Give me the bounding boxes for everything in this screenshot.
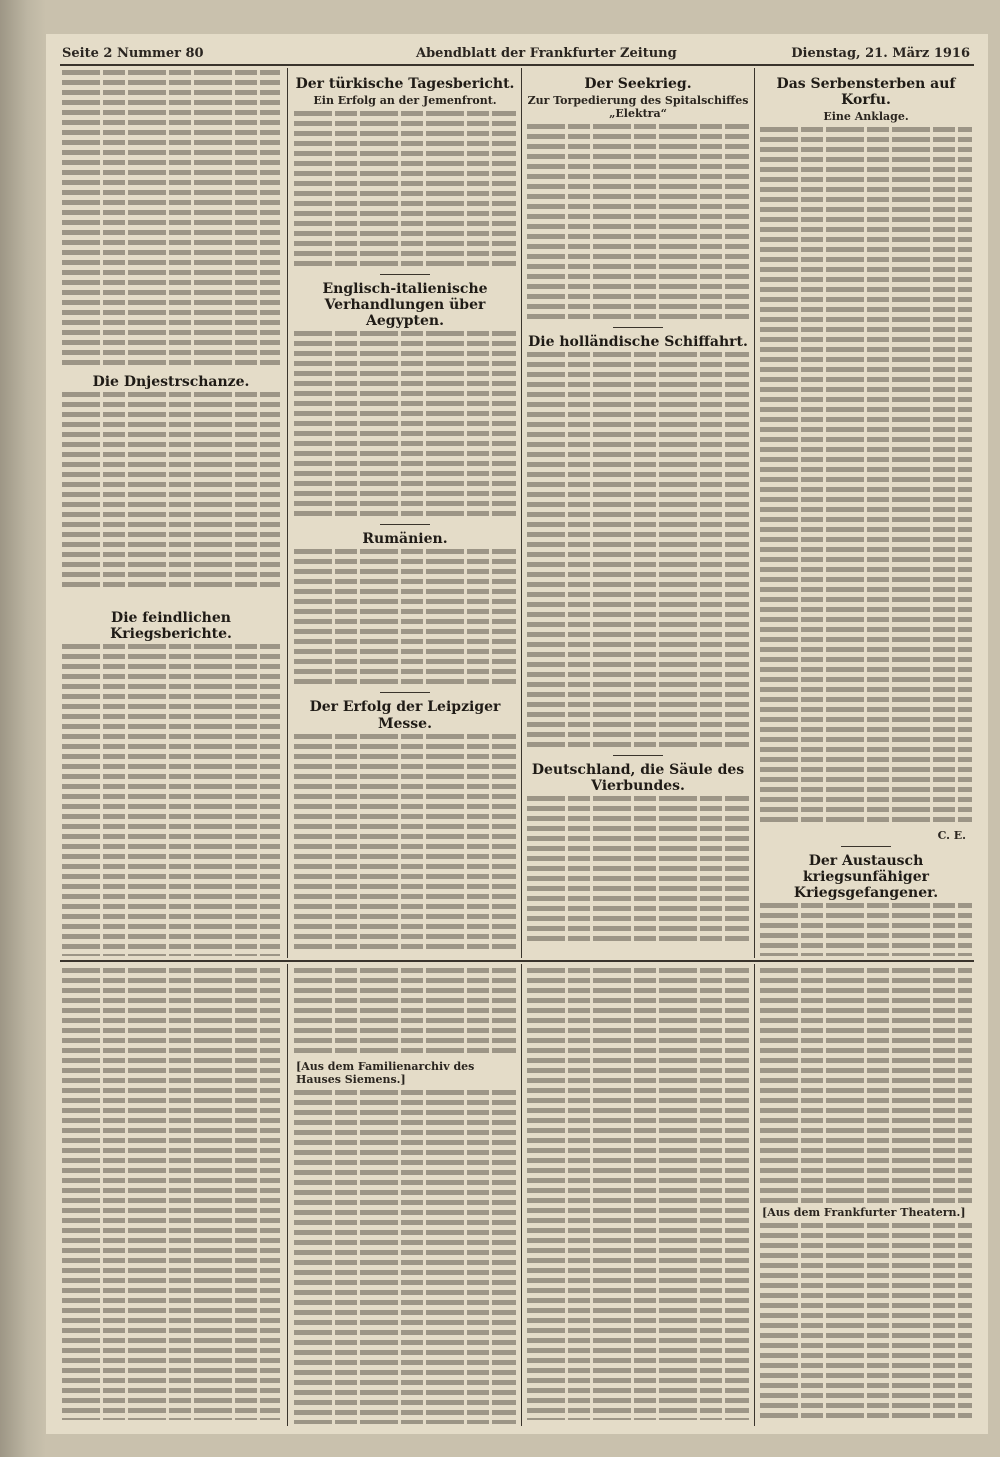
section-divider (841, 846, 891, 847)
binding-shadow (0, 0, 46, 1457)
body-text (527, 352, 749, 752)
subheadline: Ein Erfolg an der Jemenfront. (313, 94, 497, 108)
body-text (527, 124, 749, 324)
column-rule (521, 964, 522, 1426)
page-number: Seite 2 Nummer 80 (62, 46, 204, 61)
headline: Das Serbensterben auf Korfu. (776, 76, 956, 109)
headline: Deutschland, die Säule des Vierbundes. (531, 762, 745, 795)
body-text (294, 968, 516, 1058)
body-text (760, 968, 972, 1204)
feuilleton-column-1 (60, 968, 282, 1424)
section-divider (613, 327, 663, 328)
feuilleton-heading: [Aus dem Familienarchiv des Hauses Siemens.] (296, 1060, 475, 1086)
column-rule (521, 68, 522, 958)
body-text (294, 111, 516, 271)
column-2 (292, 70, 518, 956)
body-text (294, 549, 516, 689)
feuilleton-heading: [Aus dem Frankfurter Theatern.] (762, 1206, 966, 1219)
section-divider (613, 755, 663, 756)
headline: Der Seekrieg. (584, 76, 692, 92)
subheadline: Eine Anklage. (823, 110, 909, 124)
column-rule (287, 68, 288, 958)
headline: Der Austausch kriegsunfähiger Kriegsgefangener. (793, 853, 939, 902)
column-rule (754, 68, 755, 958)
masthead-rule (60, 64, 974, 66)
section-divider (380, 274, 430, 275)
column-rule (287, 964, 288, 1426)
body-text (760, 1223, 972, 1419)
issue-date: Dienstag, 21. März 1916 (791, 46, 970, 61)
headline: Der türkische Tagesbericht. (295, 76, 515, 92)
headline: Die holländische Schiffahrt. (528, 334, 748, 351)
headline: Die feindlichen Kriegsberichte. (110, 610, 232, 643)
feuilleton-rule (60, 960, 974, 962)
section-divider (380, 692, 430, 693)
feuilleton-column-2 (292, 968, 518, 1424)
column-rule (754, 964, 755, 1426)
headline: Rumänien. (362, 531, 448, 548)
feuilleton-column-3 (525, 968, 751, 1424)
section-divider (380, 524, 430, 525)
column-3 (525, 70, 751, 956)
column-4 (758, 70, 974, 956)
newspaper-title: Abendblatt der Frankfurter Zeitung (416, 46, 677, 61)
headline: Der Erfolg der Leipziger Messe. (309, 699, 501, 732)
headline: Englisch-italienische Verhandlungen über Aegypten. (322, 281, 488, 330)
body-text (62, 644, 280, 956)
column-1 (60, 70, 282, 956)
headline: Die Dnjestrschanze. (92, 374, 250, 390)
body-text (62, 968, 280, 1420)
body-text (62, 392, 280, 592)
body-text (294, 734, 516, 954)
author-initials: C. E. (937, 829, 966, 843)
subheadline: Zur Torpedierung des Spitalschiffes „Elektra“ (527, 94, 749, 121)
body-text (294, 1090, 516, 1424)
body-text (62, 70, 280, 368)
body-text (760, 127, 972, 827)
feuilleton-column-4 (758, 968, 974, 1424)
body-text (527, 796, 749, 946)
body-text (760, 903, 972, 956)
body-text (527, 968, 749, 1420)
body-text (294, 331, 516, 521)
newspaper-page (46, 34, 988, 1434)
